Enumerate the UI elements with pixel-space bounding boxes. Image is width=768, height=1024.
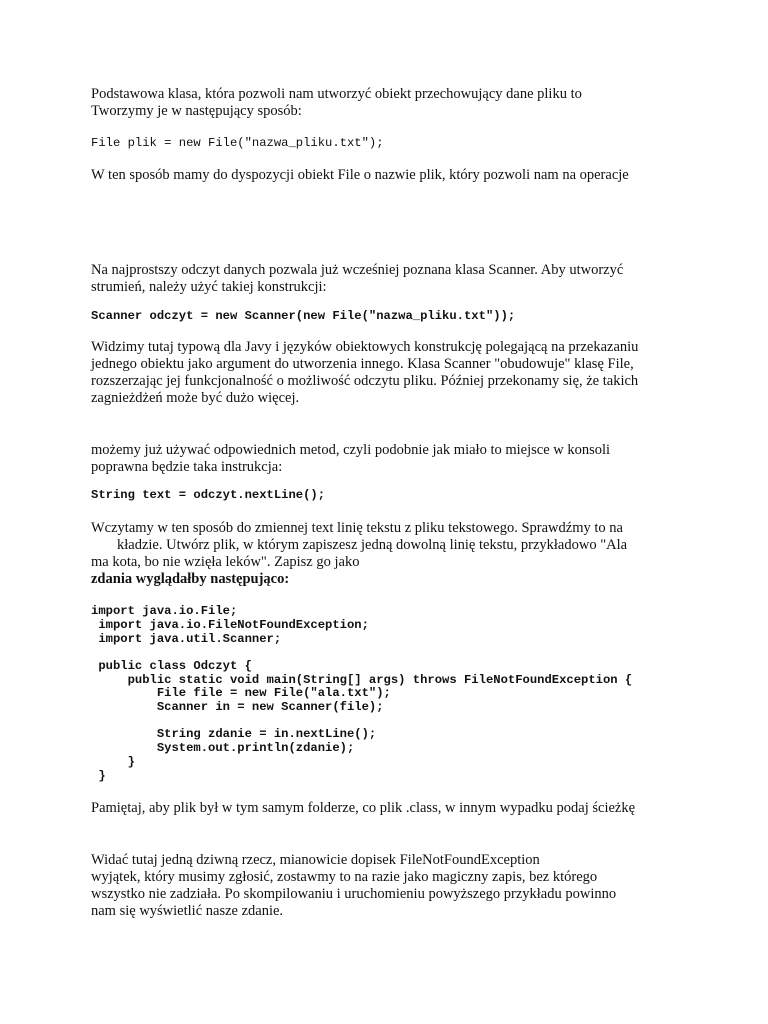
- paragraph-line: Widać tutaj jedną dziwną rzecz, mianowicie dopisek FileNotFoundException: [91, 852, 540, 869]
- code-line: import java.io.File;: [91, 604, 238, 619]
- code-line: String zdanie = in.nextLine();: [91, 727, 377, 742]
- code-line: Scanner odczyt = new Scanner(new File("nazwa_pliku.txt"));: [91, 308, 516, 323]
- paragraph-line: nam się wyświetlić nasze zdanie.: [91, 903, 284, 920]
- paragraph-line: Wczytamy w ten sposób do zmiennej text linię tekstu z pliku tekstowego. Sprawdźmy to na: [91, 520, 623, 537]
- paragraph-line: Podstawowa klasa, która pozwoli nam utworzyć obiekt przechowujący dane pliku to: [91, 86, 582, 102]
- code-line: public class Odczyt {: [91, 658, 252, 673]
- code-line: File file = new File("ala.txt");: [91, 686, 391, 701]
- paragraph-line: kładzie. Utwórz plik, w którym zapiszesz jedną dowolną linię tekstu, przykładowo "Ala: [117, 537, 628, 554]
- paragraph-line: jednego obiektu jako argument do utworzenia innego. Klasa Scanner "obudowuje" klasę File,: [91, 356, 634, 373]
- paragraph-line: Tworzymy je w następujący sposób:: [91, 103, 302, 119]
- code-line: public static void main(String[] args) throws FileNotFoundException {: [91, 672, 633, 687]
- paragraph-line: wszystko nie zadziała. Po skompilowaniu i uruchomieniu powyższego przykładu powinno: [91, 886, 617, 903]
- paragraph-line: strumień, należy użyć takiej konstrukcji:: [91, 278, 327, 295]
- code-line: File plik = new File("nazwa_pliku.txt");: [91, 136, 384, 150]
- code-line: String text = odczyt.nextLine();: [91, 488, 326, 503]
- code-line: import java.io.FileNotFoundException;: [91, 617, 369, 632]
- paragraph-line: ma kota, bo nie wzięła leków". Zapisz go jako: [91, 554, 360, 571]
- paragraph-line-bold: zdania wyglądałby następująco:: [91, 571, 290, 588]
- paragraph-line: zagnieżdżeń może być dużo więcej.: [91, 390, 300, 407]
- code-line: [91, 646, 731, 660]
- paragraph-line: rozszerzając jej funkcjonalność o możliwość odczytu pliku. Później przekonamy się, że takich: [91, 373, 639, 390]
- document-page: [91, 86, 731, 920]
- code-line: import java.util.Scanner;: [91, 631, 282, 646]
- paragraph-line: Pamiętaj, aby plik był w tym samym folderze, co plik .class, w innym wypadku podaj ścieżkę: [91, 800, 636, 817]
- paragraph-line: W ten sposób mamy do dyspozycji obiekt File o nazwie plik, który pozwoli nam na operacje: [91, 166, 629, 183]
- paragraph-line: Na najprostszy odczyt danych pozwala już wcześniej poznana klasa Scanner. Aby utworzyć: [91, 261, 624, 278]
- code-line: [91, 715, 731, 729]
- paragraph-line: wyjątek, który musimy zgłosić, zostawmy to na razie jako magiczny zapis, bez którego: [91, 869, 598, 886]
- code-line: System.out.println(zdanie);: [91, 741, 355, 756]
- code-line: }: [91, 768, 106, 783]
- paragraph-line: poprawna będzie taka instrukcja:: [91, 459, 283, 476]
- code-block: [91, 605, 731, 783]
- paragraph-line: możemy już używać odpowiednich metod, czyli podobnie jak miało to miejsce w konsoli: [91, 442, 611, 459]
- paragraph-line: Widzimy tutaj typową dla Javy i języków obiektowych konstrukcję polegającą na przekazaniu: [91, 339, 639, 356]
- code-line: Scanner in = new Scanner(file);: [91, 700, 384, 715]
- code-line: }: [91, 754, 135, 769]
